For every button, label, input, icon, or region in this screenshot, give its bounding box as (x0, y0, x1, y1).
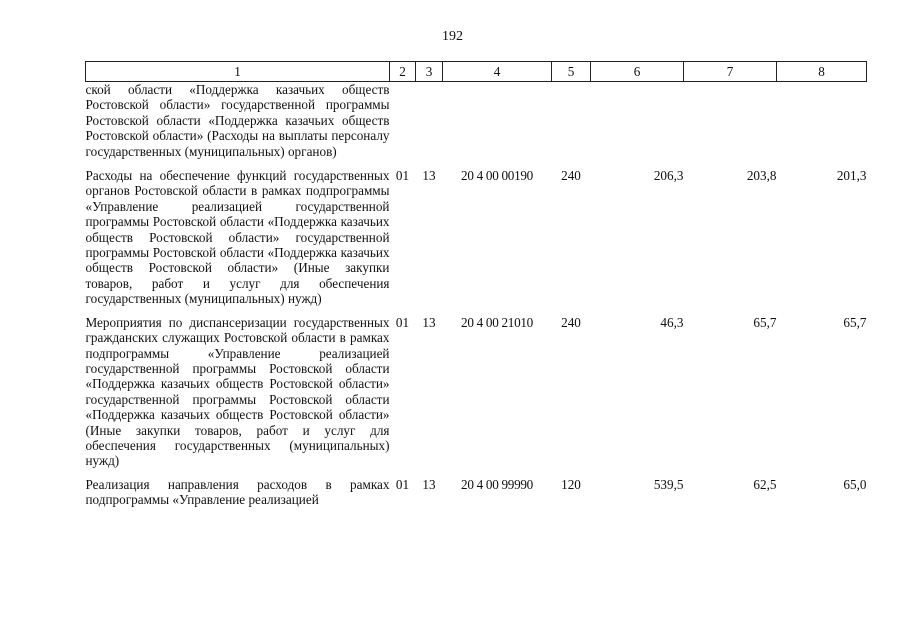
amount-col-8: 65,7 (843, 314, 867, 330)
subsection-code: 13 (422, 168, 436, 184)
section-code: 01 (395, 476, 410, 492)
target-article-code: 20 4 00 99990 (461, 476, 533, 492)
header-col-3: 3 (416, 62, 443, 82)
target-article-code: 20 4 00 00190 (461, 168, 533, 184)
amount-col-7: 62,5 (753, 476, 777, 492)
amount-col-6: 206,3 (653, 168, 684, 184)
expense-description: Реализация направления расходов в рамках подпрограммы «Управление реализацией (85, 476, 390, 508)
subsection-code (416, 82, 443, 169)
section-code: 01 (395, 168, 410, 184)
header-col-4: 4 (443, 62, 552, 82)
amount-col-6 (591, 82, 684, 169)
amount-col-7: 203,8 (746, 168, 777, 184)
table-row (86, 477, 867, 516)
header-col-1: 1 (86, 62, 390, 82)
target-article-code (443, 82, 552, 169)
column-number-header (86, 62, 867, 82)
section-code: 01 (395, 314, 410, 330)
budget-table (85, 61, 867, 516)
expense-type-code: 240 (561, 168, 581, 184)
expense-description: ской области «Поддержка казачьих обществ Ростовской области» государственной программы Ростовской области «Поддержка казачьих обществ Ростовской области» (Расходы на выплаты персоналу государственных (муниципальных) органов) (85, 82, 390, 159)
target-article-code: 20 4 00 21010 (461, 314, 533, 330)
table-row (86, 168, 867, 315)
expense-type-code: 120 (561, 476, 581, 492)
section-code (390, 82, 416, 169)
header-col-5: 5 (552, 62, 591, 82)
amount-col-8: 65,0 (843, 476, 867, 492)
header-col-8: 8 (777, 62, 867, 82)
expense-type-code (552, 82, 591, 169)
page-number: 192 (442, 29, 463, 44)
expense-type-code: 240 (561, 314, 581, 330)
table-row (86, 315, 867, 477)
header-col-2: 2 (390, 62, 416, 82)
amount-col-6: 46,3 (660, 314, 684, 330)
amount-col-8: 201,3 (836, 168, 867, 184)
amount-col-7: 65,7 (753, 314, 777, 330)
amount-col-6: 539,5 (653, 476, 684, 492)
subsection-code: 13 (422, 476, 436, 492)
subsection-code: 13 (422, 314, 436, 330)
header-col-7: 7 (684, 62, 777, 82)
header-col-6: 6 (591, 62, 684, 82)
amount-col-7 (684, 82, 777, 169)
expense-description: Расходы на обеспечение функций государственных органов Ростовской области в рамках подпрограммы «Управление реализацией государственной программы Ростовской области «Поддержка казачьих обществ Ростовской области» государственной программы Ростовской области «Поддержка казачьих обществ Ростовской области» (Иные закупки товаров, работ и услуг для обеспечения государственных (муниципальных) нужд) (85, 168, 390, 307)
expense-description: Мероприятия по диспансеризации государственных гражданских служащих Ростовской области в рамках подпрограммы «Управление реализацией государственной программы Ростовской области «Поддержка казачьих обществ Ростовской области» государственной программы Ростовской области «Поддержка казачьих обществ Ростовской области» (Иные закупки товаров, работ и услуг для обеспечения государственных (муниципальных) нужд) (85, 314, 390, 469)
table-row (86, 82, 867, 169)
amount-col-8 (777, 82, 867, 169)
